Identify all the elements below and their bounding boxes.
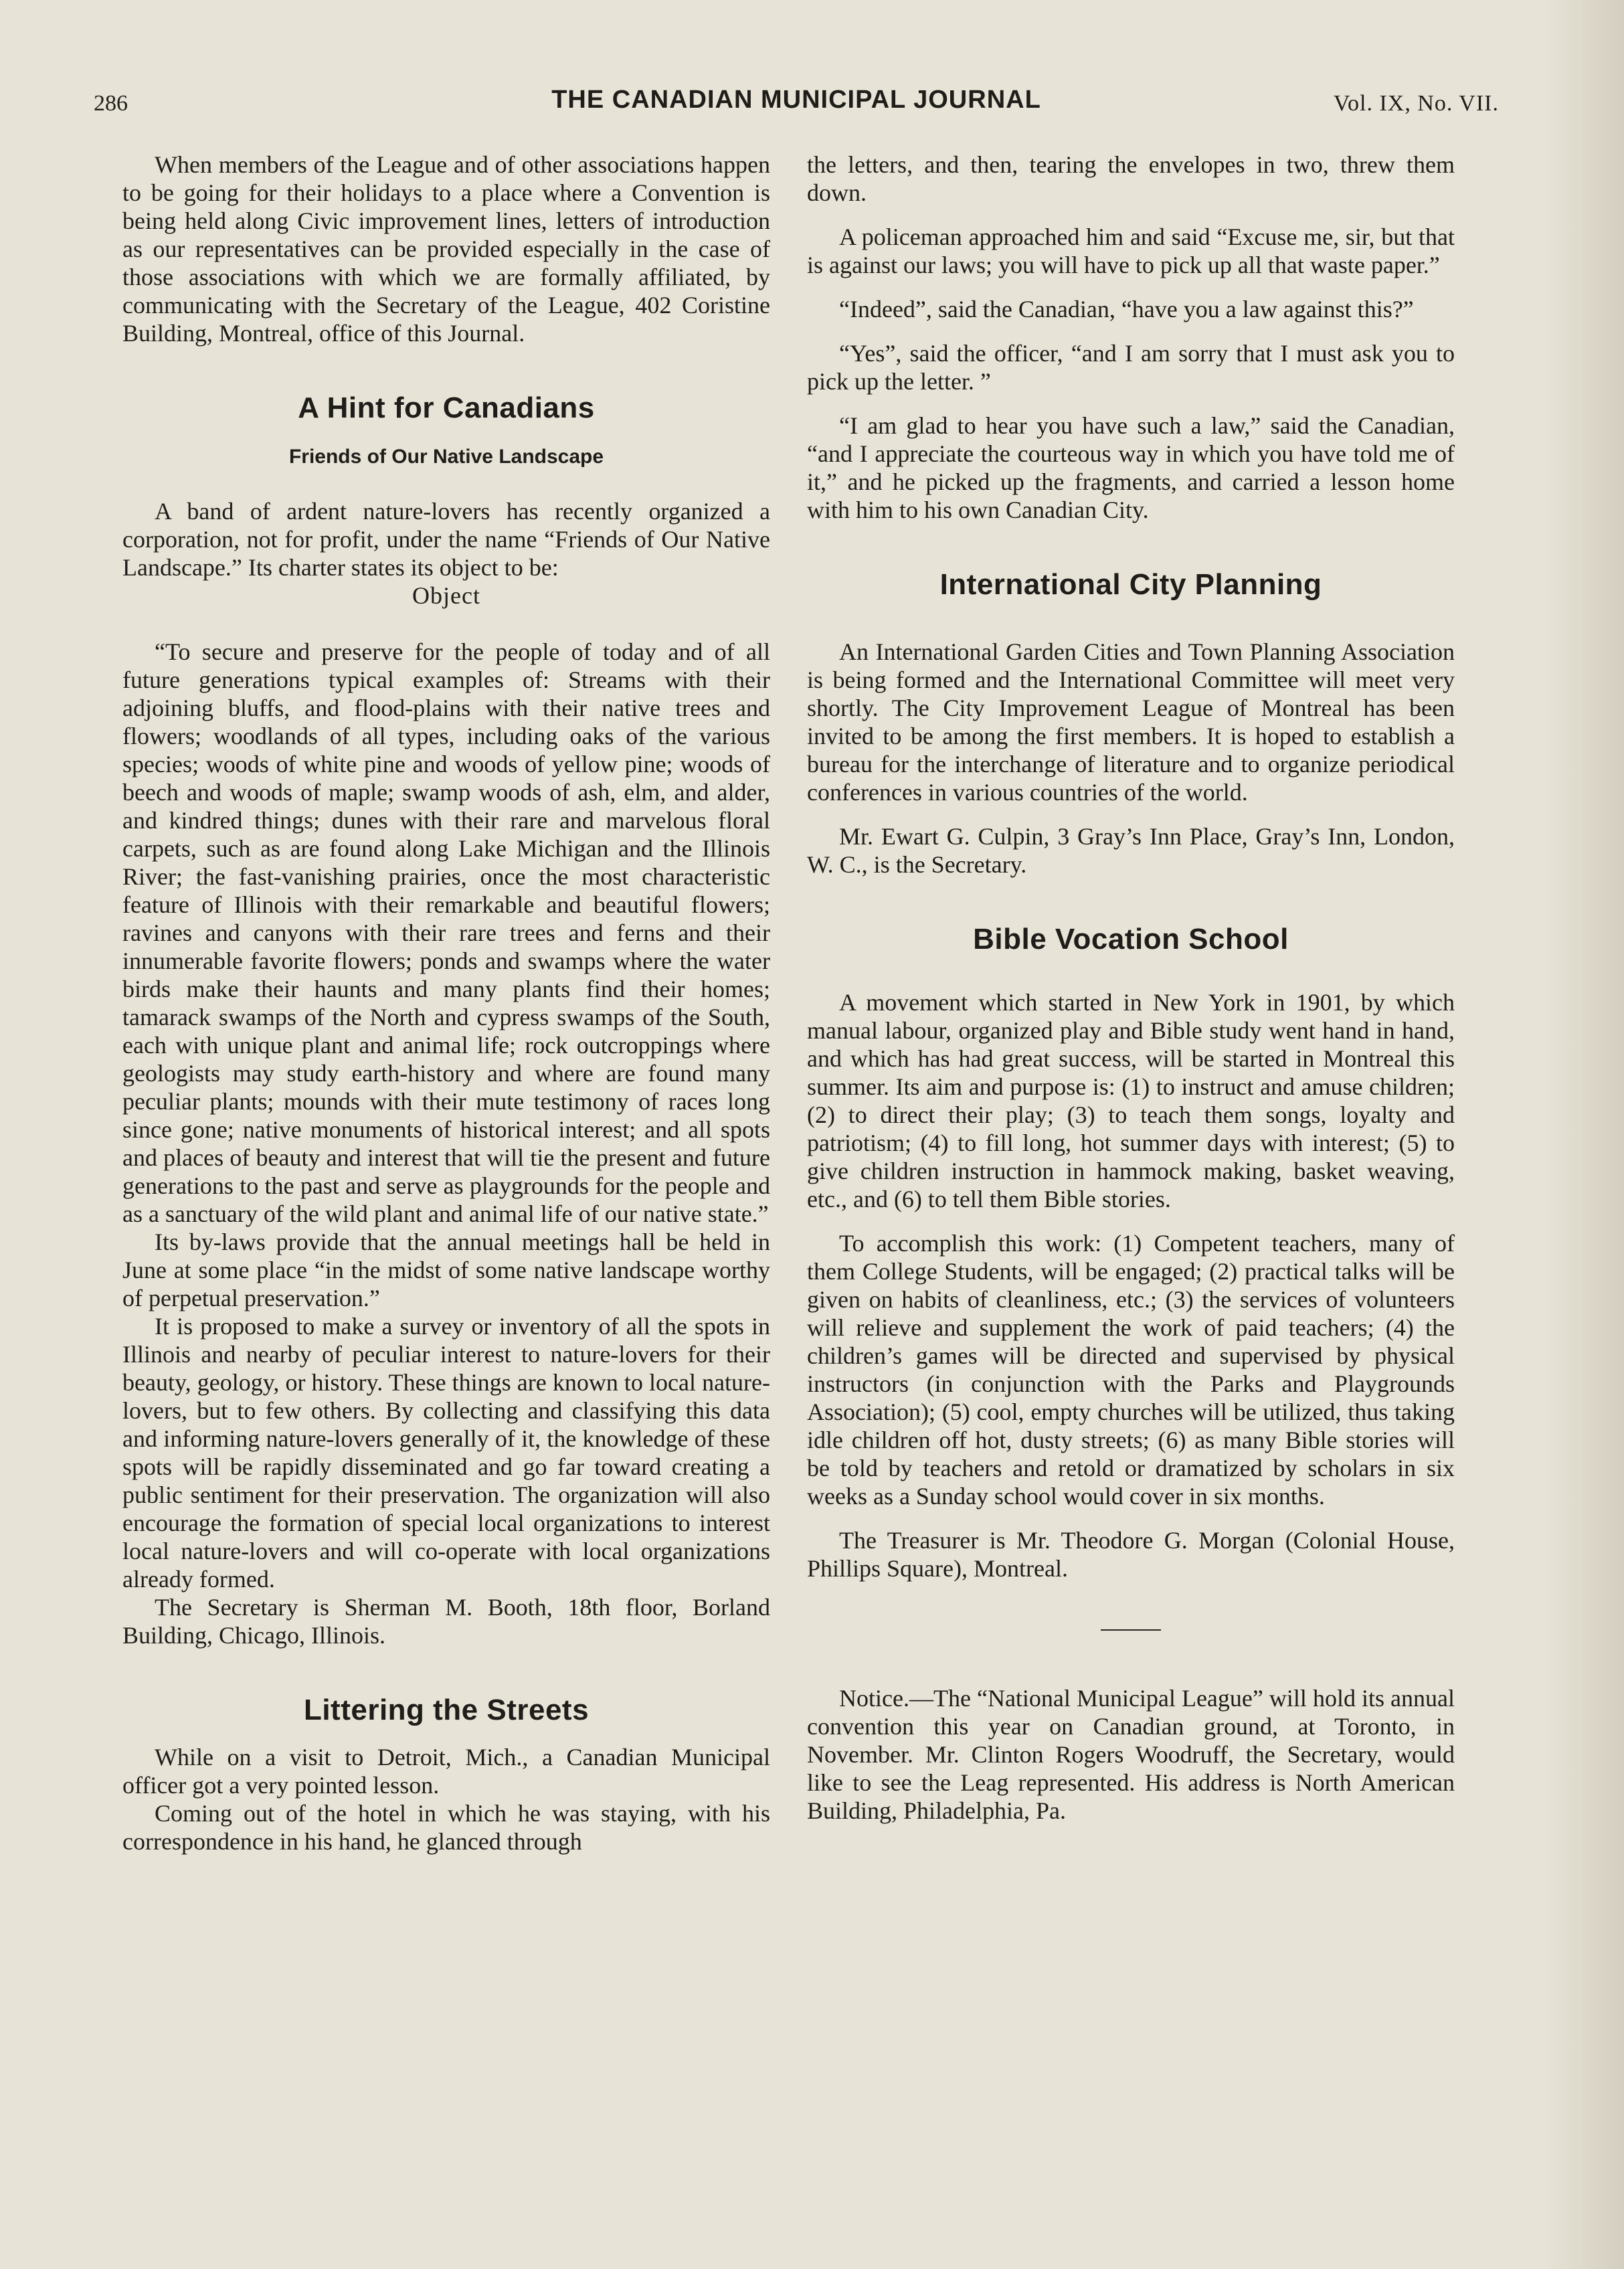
littering-paragraph-1: While on a visit to Detroit, Mich., a Canadian Municipal officer got a very pointed lesson. (122, 1744, 770, 1799)
littering-paragraph-4: A policeman approached him and said “Excuse me, sir, but that is against our laws; you will have to pick up all that waste paper.” (807, 223, 1455, 278)
page-number: 286 (94, 91, 128, 116)
bible-paragraph-2: To accomplish this work: (1) Competent teachers, many of them College Students, will be engaged; (2) practical talks will be given on habits of cleanliness, etc.; (3) the services of volunteers will relieve and supplement the work of paid teachers; (4) the children’s games will be directed and supervised by physical instructors (in conjunction with the Parks and Playgrounds Association); (5) cool, empty churches will be utilized, thus taking idle children off hot, dusty streets; (6) as many Bible stories will be told by teachers and retold or dramatized by scholars in six weeks as a Sunday school would cover in six months. (807, 1230, 1455, 1510)
running-header (94, 86, 1499, 126)
littering-paragraph-6: “Yes”, said the officer, “and I am sorry that I must ask you to pick up the letter. ” (807, 340, 1455, 395)
article-title-hint: A Hint for Canadians (298, 391, 595, 424)
left-column (122, 151, 770, 1855)
littering-paragraph-7: “I am glad to hear you have such a law,” said the Canadian, “and I appreciate the courteous way in which you have told me of it,” and he picked up the fragments, and carried a lesson home with him to his own Canadian City. (807, 412, 1455, 523)
article-title-littering: Littering the Streets (303, 1694, 590, 1726)
planning-paragraph-1: An International Garden Cities and Town Planning Association is being formed and the International Committee will meet very shortly. The City Improvement League of Montreal has been invited to be among the first members. It is hoped to establish a bureau for the interchange of literature and to organize periodical conferences in various countries of the world. (807, 638, 1455, 806)
littering-paragraph-3: the letters, and then, tearing the envelopes in two, threw them down. (807, 151, 1455, 206)
littering-paragraph-2: Coming out of the hotel in which he was staying, with his correspondence in his hand, he glanced through (122, 1800, 770, 1855)
object-label: Object (412, 582, 480, 609)
volume-label: Vol. IX, No. VII. (1333, 91, 1499, 116)
journal-title: THE CANADIAN MUNICIPAL JOURNAL (551, 86, 1041, 114)
planning-paragraph-2: Mr. Ewart G. Culpin, 3 Gray’s Inn Place, Gray’s Inn, London, W. C., is the Secretary. (807, 823, 1455, 878)
article-title-city-planning: International City Planning (939, 568, 1322, 601)
littering-paragraph-5: “Indeed”, said the Canadian, “have you a law against this?” (839, 296, 1414, 323)
hint-paragraph-4: It is proposed to make a survey or inventory of all the spots in Illinois and nearby of peculiar interest to nature-lovers for their beauty, geology, or history. These things are known to local nature-lovers, but to few others. By collecting and classifying this data and informing nature-lovers generally of it, the knowledge of these spots will be rapidly disseminated and go far toward creating a public sentiment for their preservation. The organization will also encourage the formation of special local organizations to interest local nature-lovers and will co-operate with local organizations already formed. (122, 1313, 770, 1593)
intro-paragraph: When members of the League and of other associations happen to be going for their holidays to a place where a Convention is being held along Civic improvement lines, letters of introduction as our representatives can be provided especially in the case of those associations with which we are formally affiliated, by communicating with the Secretary of the League, 402 Coristine Building, Montreal, office of this Journal. (122, 151, 770, 347)
bible-paragraph-3: The Treasurer is Mr. Theodore G. Morgan (Colonial House, Phillips Square), Montreal. (807, 1527, 1455, 1582)
hint-paragraph-2: “To secure and preserve for the people of today and of all future generations typical examples of: Streams with their adjoining bluffs, and flood-plains with their native trees and flowers; woodlands of all types, including oaks of the various species; woods of white pine and woods of yellow pine; woods of beech and woods of maple; swamp woods of ash, elm, and alder, and kindred things; dunes with their rare and marvelous floral carpets, such as are found along Lake Michigan and the Illinois River; the fast-vanishing prairies, once the most characteristic feature of Illinois with their remarkable and beautiful flowers; ravines and canyons with their rare trees and ferns and their innumerable favorite flowers; ponds and swamps where the water birds make their haunts and many plants find their homes; tamarack swamps of the North and cypress swamps of the South, each with unique plant and animal life; rock outcroppings where geologists may study earth-history and where are found many peculiar plants; mounds with their mute testimony of races long since gone; native monuments of historical interest; and all spots and places of beauty and interest that will tie the present and future generations to the past and serve as playgrounds for the people and as a sanctuary of the wild plant and animal life of our native state.” (122, 638, 770, 1227)
notice-paragraph: Notice.—The “National Municipal League” will hold its annual convention this year on Canadian ground, at Toronto, in November. Mr. Clinton Rogers Woodruff, the Secretary, would like to see the Leag represented. His address is North American Building, Philadelphia, Pa. (807, 1685, 1455, 1824)
hint-paragraph-5: The Secretary is Sherman M. Booth, 18th floor, Borland Building, Chicago, Illinois. (122, 1594, 770, 1649)
section-divider (1101, 1629, 1161, 1631)
article-title-bible-school: Bible Vocation School (973, 923, 1289, 956)
hint-paragraph-3: Its by-laws provide that the annual meetings hall be held in June at some place “in the midst of some native landscape worthy of perpetual preservation.” (122, 1229, 770, 1311)
article-subtitle-friends: Friends of Our Native Landscape (288, 446, 604, 468)
bible-paragraph-1: A movement which started in New York in 1901, by which manual labour, organized play and Bible study went hand in hand, and which has had great success, will be started in Montreal this summer. Its aim and purpose is: (1) to instruct and amuse children; (2) to direct their play; (3) to teach them songs, loyalty and patriotism; (4) to fill long, hot summer days with interest; (5) to give children instruction in hammock making, basket weaving, etc., and (6) to tell them Bible stories. (807, 989, 1455, 1212)
right-column (807, 151, 1455, 1845)
hint-paragraph-1: A band of ardent nature-lovers has recently organized a corporation, not for profit, under the name “Friends of Our Native Landscape.” Its charter states its object to be: (122, 498, 770, 581)
